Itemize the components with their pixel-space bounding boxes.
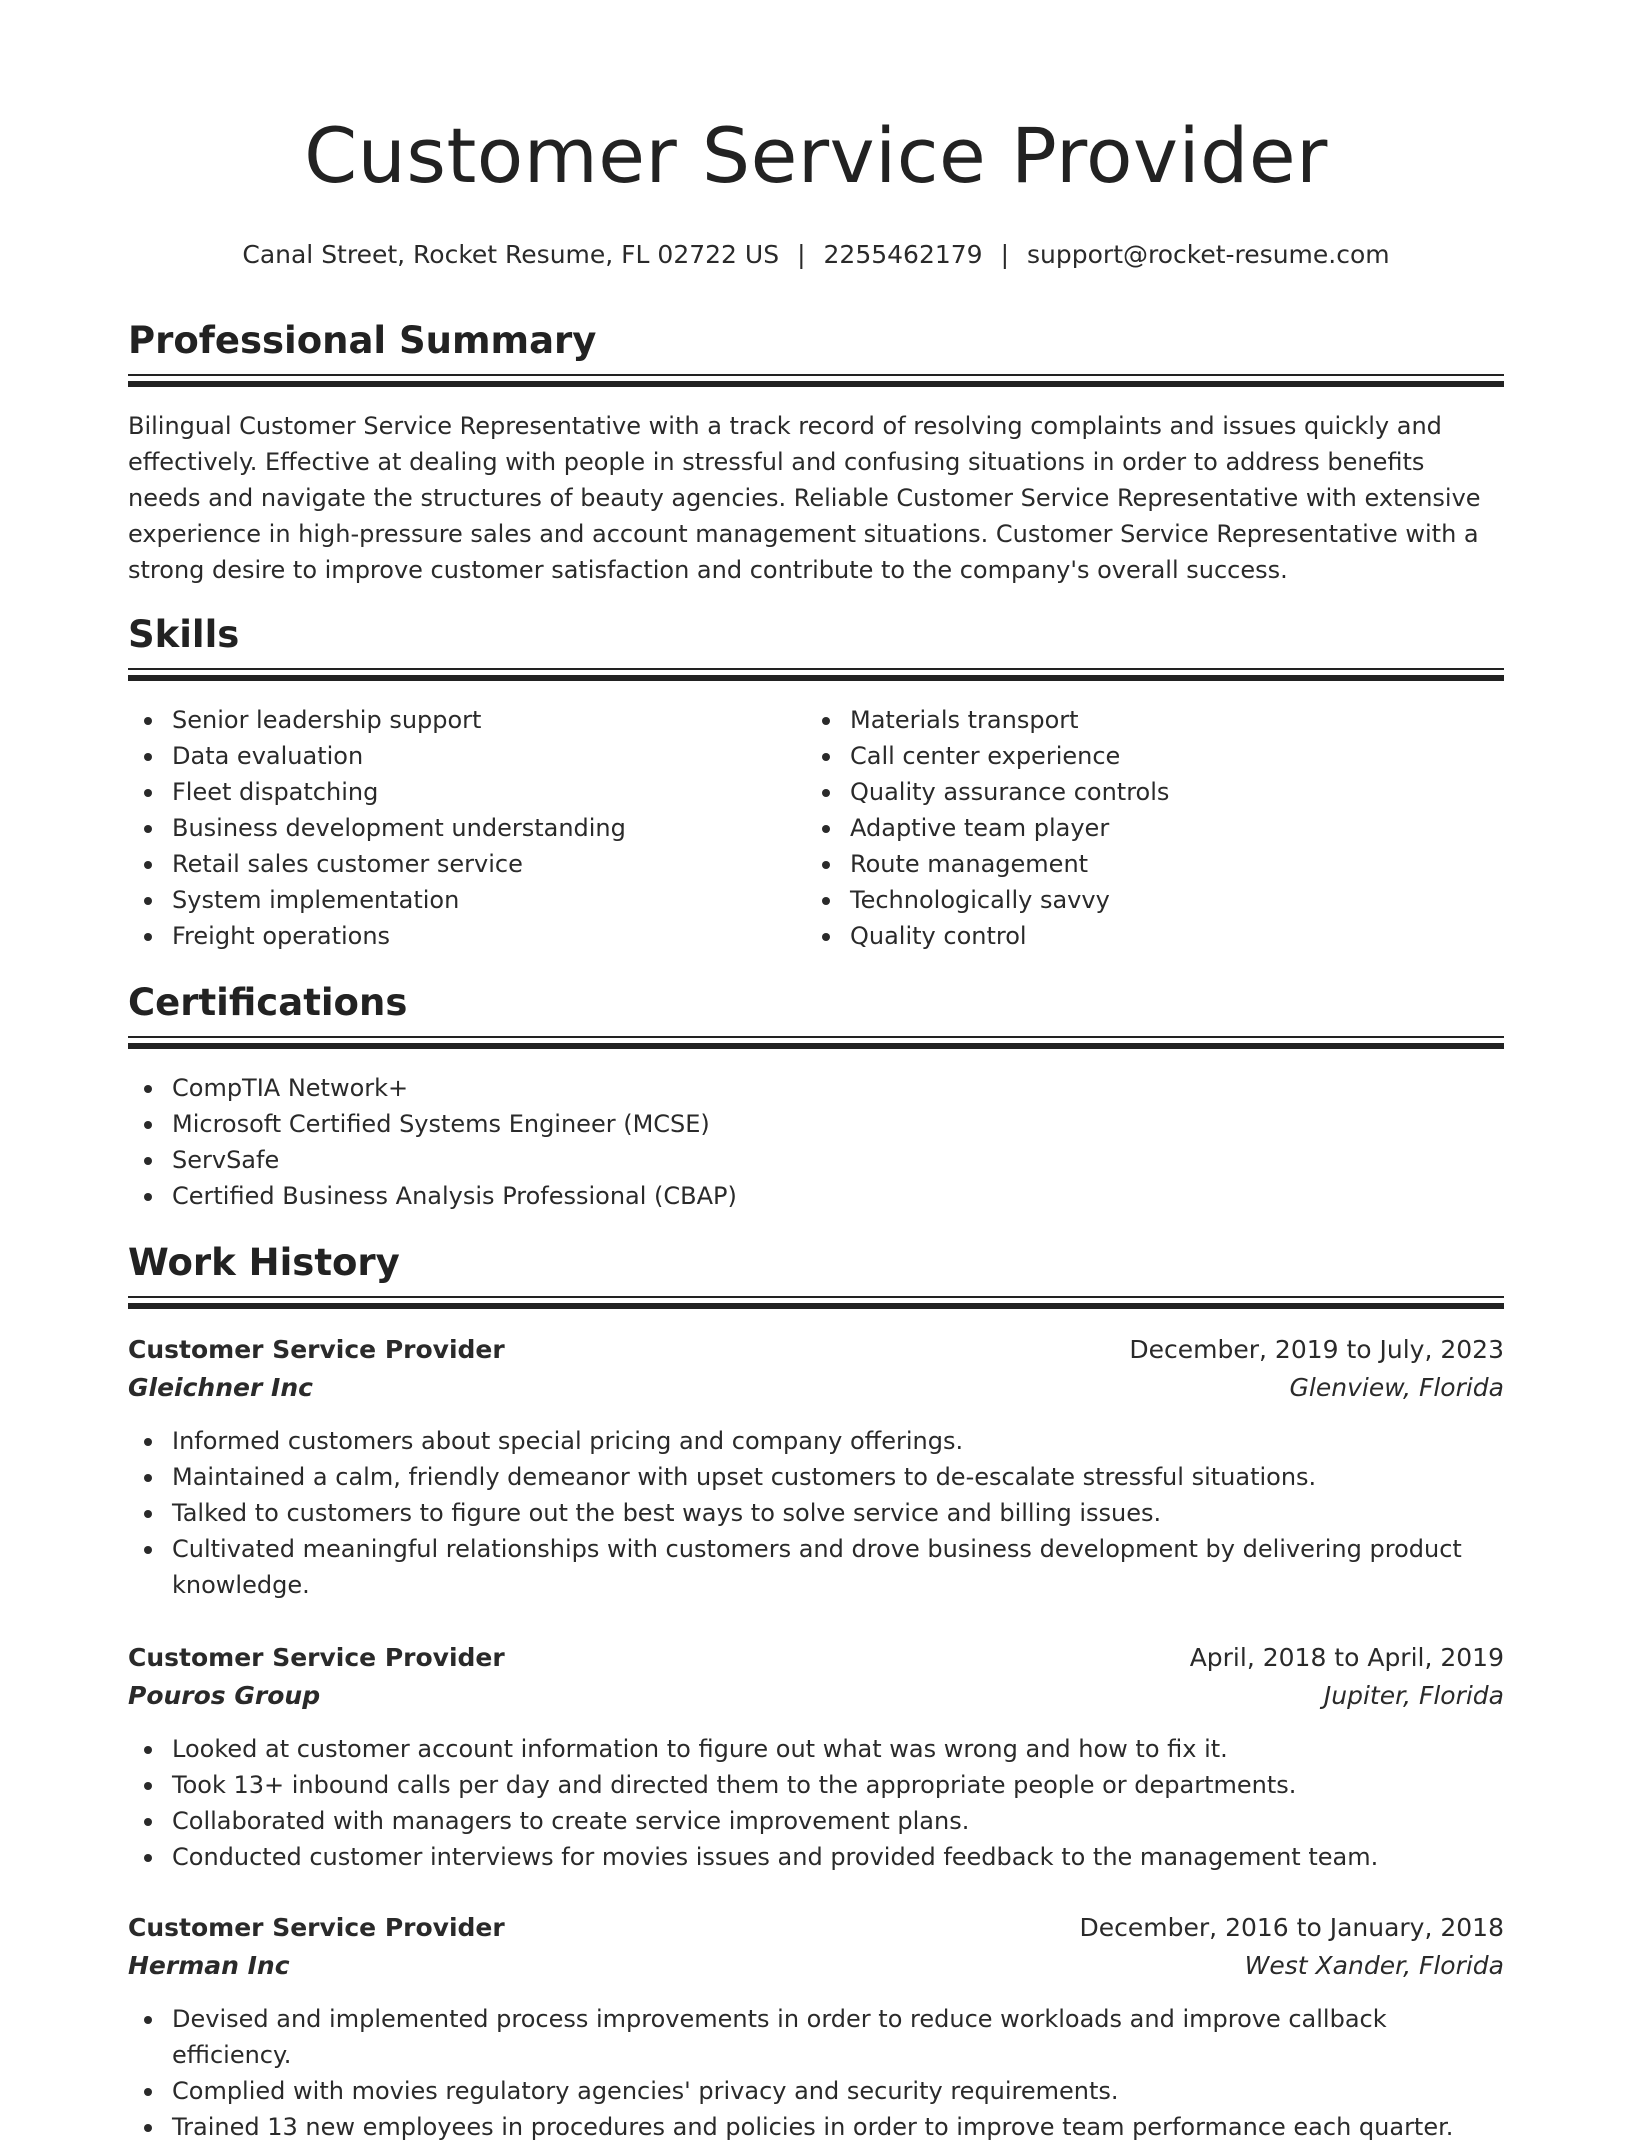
- certification-item: Microsoft Certified Systems Engineer (MCSE): [128, 1106, 1504, 1142]
- work-history-heading: Work History: [128, 1241, 400, 1284]
- job-title: Customer Service Provider: [128, 1643, 505, 1672]
- skill-item: System implementation: [128, 882, 788, 918]
- skills-list-left: [128, 702, 788, 954]
- job-dates: December, 2019 to July, 2023: [1129, 1335, 1504, 1364]
- job-entry: [128, 1331, 1504, 1603]
- job-duty: Informed customers about special pricing and company offerings.: [128, 1423, 1504, 1459]
- contact-address: Canal Street, Rocket Resume, FL 02722 US: [242, 240, 780, 269]
- summary-text: Bilingual Customer Service Representative with a track record of resolving complaints and issues quickly and effectively. Effective at dealing with people in stressful and confusing situations in order to address benefits needs and navigate the structures of beauty agencies. Reliable Customer Service Representative with extensive experience in high-pressure sales and account management situations. Customer Service Representative with a strong desire to improve customer satisfaction and contribute to the company's overall success.: [128, 412, 1481, 584]
- summary-heading: Professional Summary: [128, 319, 597, 362]
- certification-item: ServSafe: [128, 1142, 1504, 1178]
- job-entry: [128, 1909, 1504, 2145]
- contact-phone: 2255462179: [823, 240, 983, 269]
- skill-item: Quality control: [806, 918, 1504, 954]
- job-duties: [128, 1423, 1504, 1603]
- job-company: Pouros Group: [128, 1681, 321, 1710]
- work-history-divider: [128, 1296, 1504, 1309]
- job-duty: Cultivated meaningful relationships with customers and drove business development by delivering product knowledge.: [128, 1531, 1504, 1603]
- job-dates: April, 2018 to April, 2019: [1189, 1643, 1504, 1672]
- skill-item: Call center experience: [806, 738, 1504, 774]
- skill-item: Fleet dispatching: [128, 774, 788, 810]
- job-title: Customer Service Provider: [128, 1335, 505, 1364]
- contact-separator: |: [1000, 240, 1010, 269]
- job-entry: [128, 1639, 1504, 1875]
- job-location: Glenview, Florida: [1289, 1373, 1504, 1402]
- skill-item: Data evaluation: [128, 738, 788, 774]
- skill-item: Senior leadership support: [128, 702, 788, 738]
- resume-name: Customer Service Provider: [304, 111, 1328, 200]
- job-company: Gleichner Inc: [128, 1373, 313, 1402]
- skill-item: Freight operations: [128, 918, 788, 954]
- skills-divider: [128, 668, 1504, 681]
- job-duties: [128, 2001, 1504, 2145]
- job-duty: Conducted customer interviews for movies issues and provided feedback to the management team.: [128, 1839, 1504, 1875]
- skill-item: Technologically savvy: [806, 882, 1504, 918]
- job-duty: Collaborated with managers to create service improvement plans.: [128, 1803, 1504, 1839]
- contact-line: [128, 240, 1504, 270]
- job-duty: Maintained a calm, friendly demeanor with upset customers to de-escalate stressful situations.: [128, 1459, 1504, 1495]
- contact-email: support@rocket-resume.com: [1027, 240, 1390, 269]
- job-duty: Talked to customers to figure out the best ways to solve service and billing issues.: [128, 1495, 1504, 1531]
- summary-divider: [128, 374, 1504, 387]
- certification-item: Certified Business Analysis Professional (CBAP): [128, 1178, 1504, 1214]
- skill-item: Retail sales customer service: [128, 846, 788, 882]
- job-duty: Trained 13 new employees in procedures and policies in order to improve team performance each quarter.: [128, 2109, 1504, 2145]
- skills-list-right: [806, 702, 1504, 954]
- skill-item: Business development understanding: [128, 810, 788, 846]
- skill-item: Quality assurance controls: [806, 774, 1504, 810]
- skills-heading: Skills: [128, 613, 240, 656]
- certifications-divider: [128, 1036, 1504, 1049]
- job-title: Customer Service Provider: [128, 1913, 505, 1942]
- job-dates: December, 2016 to January, 2018: [1079, 1913, 1504, 1942]
- job-duties: [128, 1731, 1504, 1875]
- certifications-list: [128, 1070, 1504, 1214]
- job-location: Jupiter, Florida: [1323, 1681, 1504, 1710]
- job-duty: Devised and implemented process improvements in order to reduce workloads and improve callback efficiency.: [128, 2001, 1504, 2073]
- job-duty: Looked at customer account information to figure out what was wrong and how to fix it.: [128, 1731, 1504, 1767]
- job-duty: Took 13+ inbound calls per day and directed them to the appropriate people or departments.: [128, 1767, 1504, 1803]
- contact-separator: |: [797, 240, 806, 269]
- job-location: West Xander, Florida: [1244, 1951, 1504, 1980]
- certifications-heading: Certifications: [128, 981, 408, 1024]
- job-duty: Complied with movies regulatory agencies' privacy and security requirements.: [128, 2073, 1504, 2109]
- skill-item: Adaptive team player: [806, 810, 1504, 846]
- job-company: Herman Inc: [128, 1951, 290, 1980]
- certification-item: CompTIA Network+: [128, 1070, 1504, 1106]
- skill-item: Materials transport: [806, 702, 1504, 738]
- skill-item: Route management: [806, 846, 1504, 882]
